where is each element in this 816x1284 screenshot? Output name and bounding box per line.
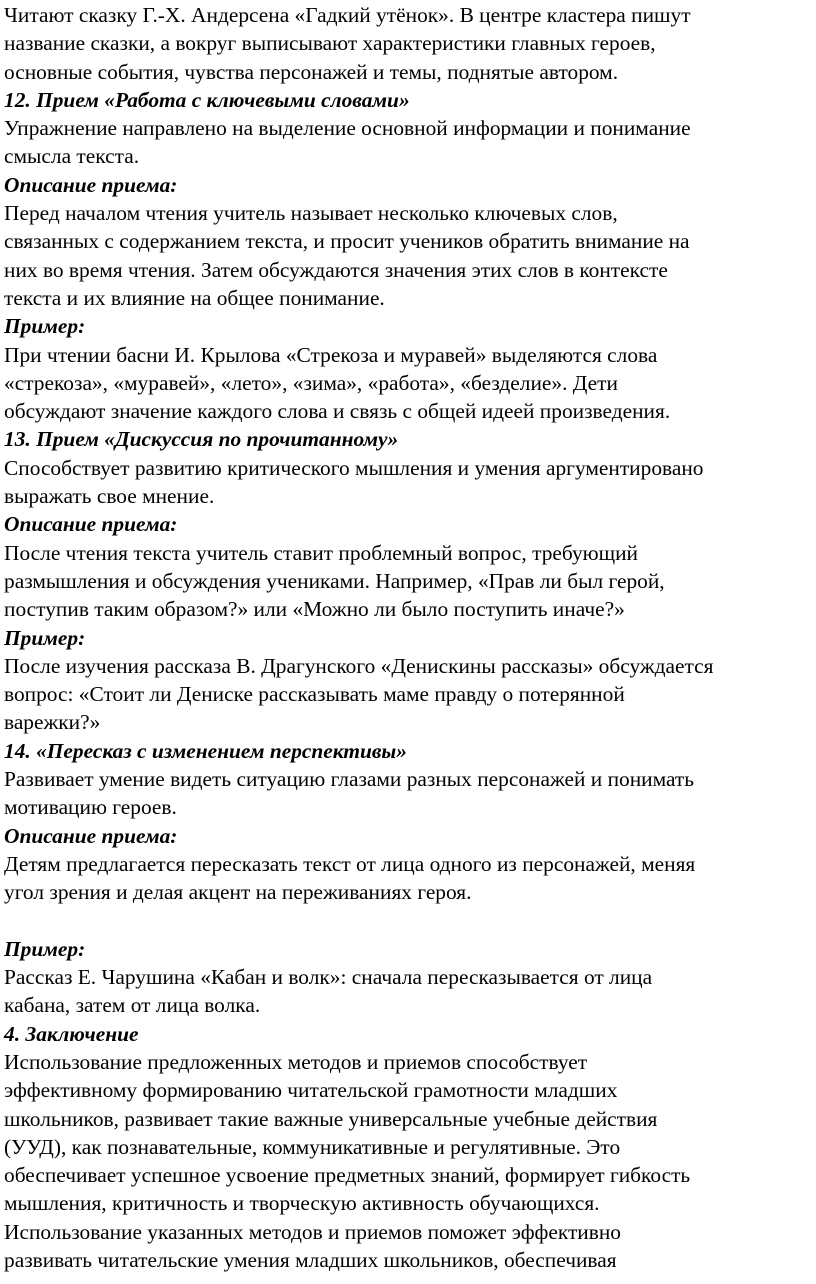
- text-line: Использование предложенных методов и приемов способствует: [4, 1049, 588, 1074]
- section-13: [4, 425, 812, 736]
- text-line: смысла текста.: [4, 144, 140, 169]
- example-paragraph: [4, 341, 812, 426]
- text-line: мышления, критичность и творческую активность обучающихся.: [4, 1191, 600, 1216]
- example-paragraph: [4, 963, 812, 1020]
- description-paragraph: [4, 199, 812, 312]
- description-paragraph: [4, 539, 812, 624]
- text-line: основные события, чувства персонажей и темы, поднятые автором.: [4, 59, 619, 84]
- text-line: обсуждают значение каждого слова и связь с общей идеей произведения.: [4, 399, 671, 424]
- text-line: выражать свое мнение.: [4, 484, 215, 509]
- text-line: При чтении басни И. Крылова «Стрекоза и муравей» выделяются слова: [4, 342, 658, 367]
- section-title: 13. Прием «Дискуссия по прочитанному»: [4, 427, 399, 452]
- section-14: [4, 737, 812, 1020]
- conclusion-paragraph: [4, 1048, 812, 1274]
- text-line: Использование указанных методов и приемов поможет эффективно: [4, 1219, 621, 1244]
- example-heading: Пример:: [4, 314, 86, 339]
- section-title: 14. «Пересказ с изменением перспективы»: [4, 738, 407, 763]
- example-heading: Пример:: [4, 625, 86, 650]
- text-line: Рассказ Е. Чарушина «Кабан и волк»: сначала пересказывается от лица: [4, 965, 653, 990]
- section-title: 12. Прием «Работа с ключевыми словами»: [4, 87, 410, 112]
- text-line: Перед началом чтения учитель называет несколько ключевых слов,: [4, 201, 618, 226]
- conclusion-section: [4, 1020, 812, 1275]
- text-line: После изучения рассказа В. Драгунского «Денискины рассказы» обсуждается: [4, 653, 714, 678]
- text-line: После чтения текста учитель ставит проблемный вопрос, требующий: [4, 540, 639, 565]
- text-line: «стрекоза», «муравей», «лето», «зима», «работа», «безделие». Дети: [4, 370, 618, 395]
- text-line: связанных с содержанием текста, и просит учеников обратить внимание на: [4, 229, 690, 254]
- description-paragraph: [4, 850, 812, 907]
- blank-line: [4, 907, 812, 935]
- purpose-paragraph: [4, 454, 812, 511]
- section-title: 4. Заключение: [4, 1021, 139, 1046]
- text-line: школьников, развивает такие важные универсальные учебные действия: [4, 1106, 658, 1131]
- text-line: Развивает умение видеть ситуацию глазами разных персонажей и понимать: [4, 767, 695, 792]
- text-line: размышления и обсуждения учениками. Например, «Прав ли был герой,: [4, 568, 665, 593]
- intro-paragraph: [4, 1, 812, 86]
- text-line: Упражнение направлено на выделение основной информации и понимание: [4, 116, 691, 141]
- text-line: эффективному формированию читательской грамотности младших: [4, 1078, 618, 1103]
- description-heading: Описание приема:: [4, 823, 178, 848]
- text-line: вопрос: «Стоит ли Дениске рассказывать маме правду о потерянной: [4, 682, 625, 707]
- text-line: кабана, затем от лица волка.: [4, 993, 261, 1018]
- text-line: текста и их влияние на общее понимание.: [4, 285, 385, 310]
- text-line: (УУД), как познавательные, коммуникативные и регулятивные. Это: [4, 1134, 621, 1159]
- text-line: варежки?»: [4, 710, 101, 735]
- purpose-paragraph: [4, 114, 812, 171]
- text-line: развивать читательские умения младших школьников, обеспечивая: [4, 1248, 617, 1273]
- text-line: мотивацию героев.: [4, 795, 177, 820]
- text-line: Детям предлагается пересказать текст от лица одного из персонажей, меняя: [4, 851, 696, 876]
- purpose-paragraph: [4, 765, 812, 822]
- description-heading: Описание приема:: [4, 512, 178, 537]
- text-line: Читают сказку Г.-Х. Андерсена «Гадкий утёнок». В центре кластера пишут: [4, 3, 691, 27]
- text-line: обеспечивает успешное усвоение предметных знаний, формирует гибкость: [4, 1163, 691, 1188]
- text-line: поступив таким образом?» или «Можно ли было поступить иначе?»: [4, 597, 625, 622]
- text-line: угол зрения и делая акцент на переживаниях героя.: [4, 880, 472, 905]
- example-heading: Пример:: [4, 936, 86, 961]
- text-line: Способствует развитию критического мышления и умения аргументировано: [4, 455, 704, 480]
- section-12: [4, 86, 812, 426]
- description-heading: Описание приема:: [4, 172, 178, 197]
- example-paragraph: [4, 652, 812, 737]
- text-line: название сказки, а вокруг выписывают характеристики главных героев,: [4, 31, 656, 56]
- text-line: них во время чтения. Затем обсуждаются значения этих слов в контексте: [4, 257, 668, 282]
